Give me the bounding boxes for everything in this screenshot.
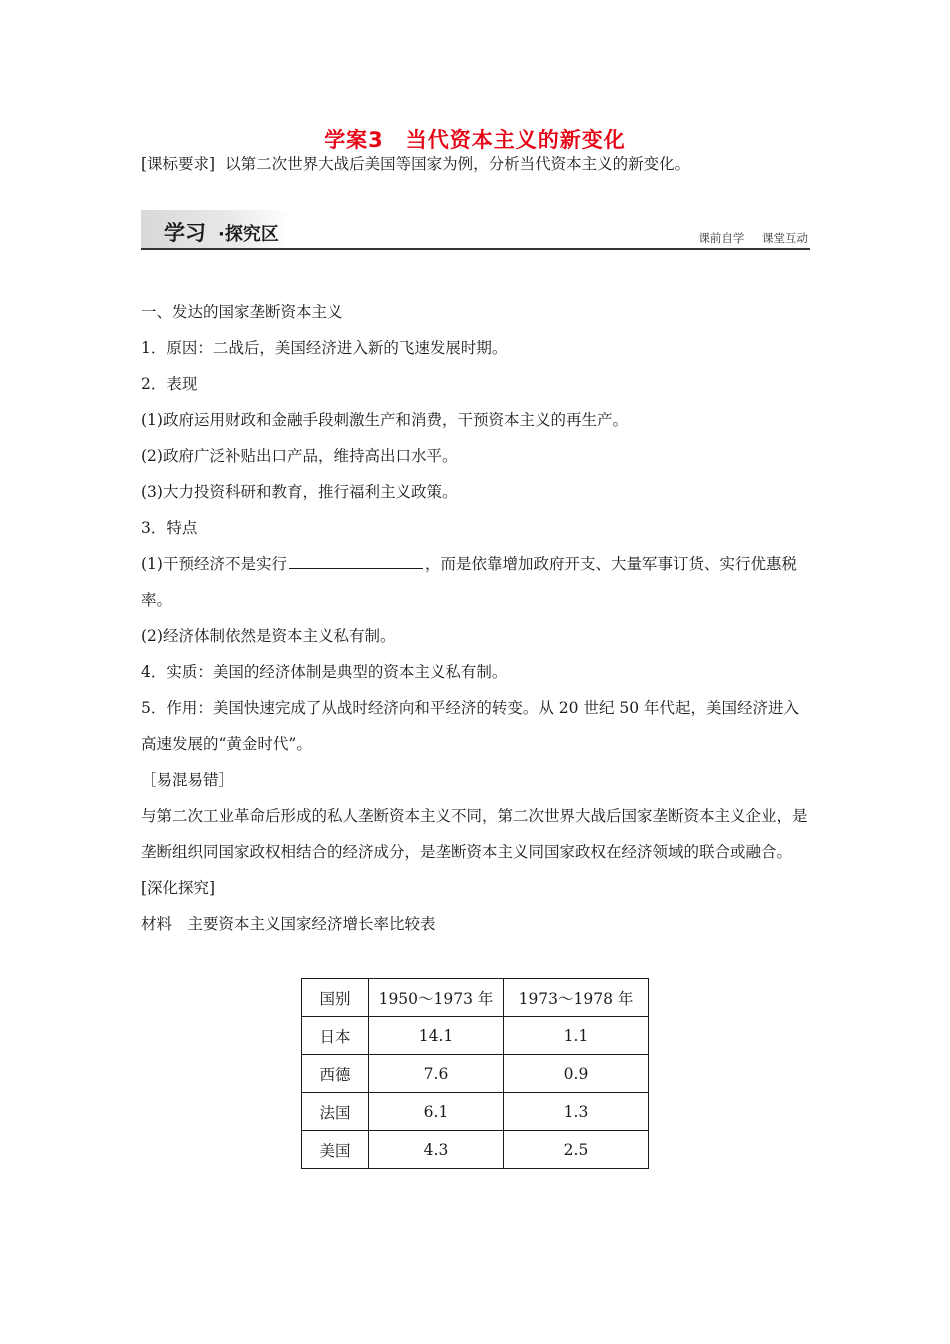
fill-in-blank[interactable] (289, 554, 423, 569)
section-sub-label: ·探究区 (218, 224, 279, 245)
table-cell-value: 6.1 (369, 1093, 504, 1131)
confusion-text: 与第二次工业革命后形成的私人垄断资本主义不同，第二次世界大战后国家垄断资本主义企业，是垄断组织同国家政权相结合的经济成分，是垄断资本主义同国家政权在经济领域的联合或融合。 (141, 807, 808, 861)
table-header-cell: 国别 (302, 979, 369, 1017)
material-caption: 材料 主要资本主义国家经济增长率比较表 (141, 915, 436, 933)
main-content (141, 294, 811, 1169)
paragraph-item-5: 5．作用：美国快速完成了从战时经济向和平经济的转变。从 20 世纪 50 年代起，美国经济进入高速发展的“黄金时代”。 (141, 699, 800, 753)
paragraph-item-2-1: (1)政府运用财政和金融手段刺激生产和消费，干预资本主义的再生产。 (141, 411, 628, 429)
table-cell-country: 日本 (302, 1017, 369, 1055)
table-cell-country: 美国 (302, 1131, 369, 1169)
table-cell-value: 1.1 (504, 1017, 649, 1055)
requirement-text: 以第二次世界大战后美国等国家为例，分析当代资本主义的新变化。 (225, 155, 691, 173)
table-cell-value: 7.6 (369, 1055, 504, 1093)
paragraph-item-3: 3．特点 (141, 519, 198, 537)
requirement-tag: [课标要求] (141, 155, 216, 173)
paragraph-item-4: 4．实质：美国的经济体制是典型的资本主义私有制。 (141, 663, 508, 681)
section-divider (141, 248, 810, 250)
table-header-cell: 1950～1973 年 (369, 979, 504, 1017)
table-cell-country: 法国 (302, 1093, 369, 1131)
paragraph-item-2: 2．表现 (141, 375, 198, 393)
paragraph-item-2-3: (3)大力投资科研和教育，推行福利主义政策。 (141, 483, 458, 501)
table-spacer (141, 942, 811, 978)
table-row (302, 1055, 649, 1093)
table-header-row (302, 979, 649, 1017)
section-link-preview: 课前自学 (698, 231, 745, 245)
section-header (141, 210, 810, 250)
page-title: 学案3 当代资本主义的新变化 (324, 128, 626, 152)
section-heading: 一、发达的国家垄断资本主义 (141, 303, 343, 321)
table-cell-value: 1.3 (504, 1093, 649, 1131)
section-links (698, 230, 808, 246)
growth-rate-table (301, 978, 649, 1169)
section-link-classroom: 课堂互动 (762, 231, 808, 245)
deepen-tag: [深化探究] (141, 879, 216, 897)
paragraph-item-1: 1．原因：二战后，美国经济进入新的飞速发展时期。 (141, 339, 508, 357)
curriculum-requirement (141, 152, 690, 174)
paragraph-item-3-1 (141, 546, 811, 618)
table-cell-value: 0.9 (504, 1055, 649, 1093)
table-row (302, 1093, 649, 1131)
table-cell-value: 2.5 (504, 1131, 649, 1169)
table-cell-value: 14.1 (369, 1017, 504, 1055)
table-row (302, 1017, 649, 1055)
table-cell-value: 4.3 (369, 1131, 504, 1169)
item-3-1-after: ，而是依靠增加政府开支、大量军事订货、实行优惠税率。 (141, 555, 797, 609)
paragraph-item-3-2: (2)经济体制依然是资本主义私有制。 (141, 627, 396, 645)
paragraph-item-2-2: (2)政府广泛补贴出口产品，维持高出口水平。 (141, 447, 458, 465)
table-header-cell: 1973～1978 年 (504, 979, 649, 1017)
confusion-tag: ［易混易错］ (141, 771, 235, 789)
table-row (302, 1131, 649, 1169)
table-cell-country: 西德 (302, 1055, 369, 1093)
section-main-label: 学习 (164, 221, 206, 245)
item-3-1-before: (1)干预经济不是实行 (141, 555, 287, 573)
